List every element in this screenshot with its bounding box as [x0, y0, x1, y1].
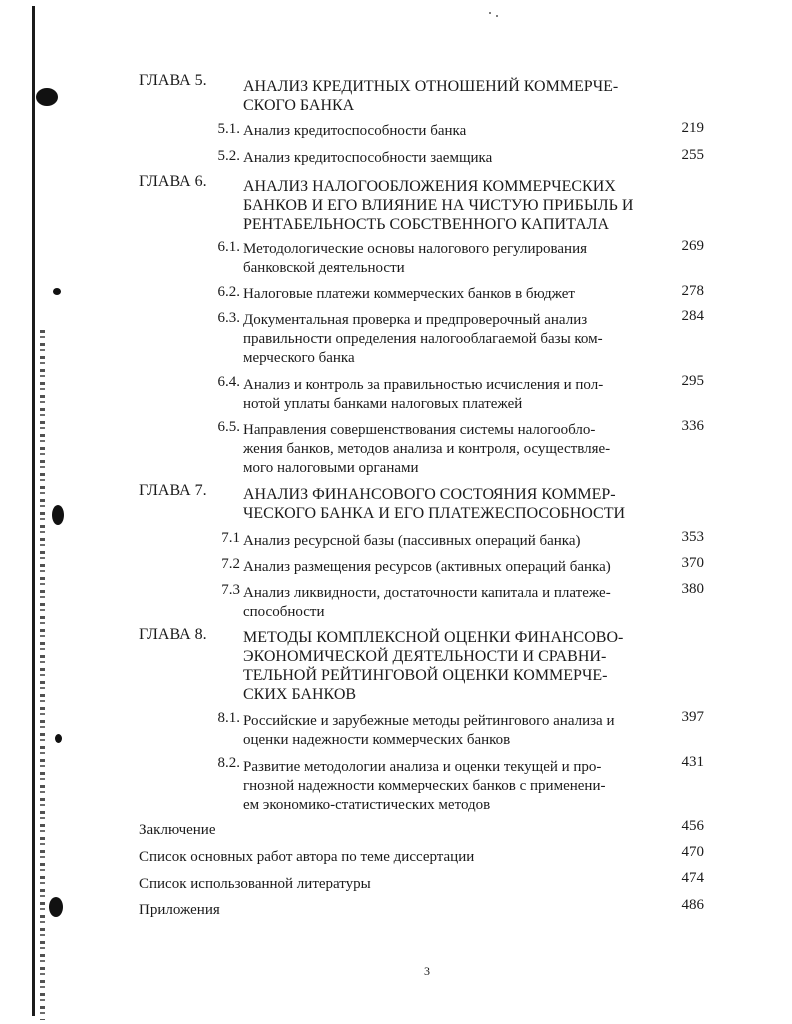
section-title: Анализ и контроль за правильностью исчисления и пол- нотой уплаты банками налоговых платежей — [243, 377, 604, 412]
section-title: Анализ размещения ресурсов (активных операций банка) — [243, 559, 611, 575]
section-title: Налоговые платежи коммерческих банков в бюджет — [243, 286, 575, 302]
section-number: 7.3 — [221, 582, 240, 598]
page-number: 456 — [681, 818, 704, 834]
section-number: 7.2 — [221, 556, 240, 572]
chapter-label: ГЛАВА 8. — [139, 626, 207, 643]
page-number: 431 — [681, 754, 704, 770]
section-number: 5.2. — [217, 148, 240, 164]
tail-entry-title: Заключение — [139, 822, 216, 838]
page-number: 336 — [681, 418, 704, 434]
chapter-title: АНАЛИЗ КРЕДИТНЫХ ОТНОШЕНИЙ КОММЕРЧЕ- СКОГО БАНКА — [243, 78, 619, 114]
page-number: 380 — [681, 581, 704, 597]
page-number: 219 — [681, 120, 704, 136]
section-title: Направления совершенствования системы налогообло- жения банков, методов анализа и контроля, осуществляе- мого налоговыми органами — [243, 422, 611, 476]
chapter-label: ГЛАВА 6. — [139, 173, 207, 190]
chapter-title: АНАЛИЗ ФИНАНСОВОГО СОСТОЯНИЯ КОММЕР- ЧЕСКОГО БАНКА И ЕГО ПЛАТЕЖЕСПОСОБНОСТИ — [243, 486, 626, 522]
page-number: 278 — [681, 283, 704, 299]
section-number: 6.5. — [217, 419, 240, 435]
chapter-label: ГЛАВА 7. — [139, 482, 207, 499]
section-title: Методологические основы налогового регулирования банковской деятельности — [243, 241, 587, 276]
page-number: 486 — [681, 897, 704, 913]
page-number: 370 — [681, 555, 704, 571]
section-number: 8.2. — [217, 755, 240, 771]
section-title: Развитие методологии анализа и оценки текущей и про- гнозной надежности коммерческих банков с применени- ем экономико-статистических методов — [243, 759, 606, 813]
section-number: 6.2. — [217, 284, 240, 300]
chapter-title: МЕТОДЫ КОМПЛЕКСНОЙ ОЦЕНКИ ФИНАНСОВО- ЭКОНОМИЧЕСКОЙ ДЕЯТЕЛЬНОСТИ И СРАВНИ- ТЕЛЬНОЙ РЕЙТИНГОВОЙ ОЦЕНКИ КОММЕРЧЕ- СКИХ БАНКОВ — [243, 629, 624, 703]
section-number: 6.4. — [217, 374, 240, 390]
section-number: 5.1. — [217, 121, 240, 137]
section-number: 7.1 — [221, 530, 240, 546]
page-number: 269 — [681, 238, 704, 254]
chapter-title: АНАЛИЗ НАЛОГООБЛОЖЕНИЯ КОММЕРЧЕСКИХ БАНКОВ И ЕГО ВЛИЯНИЕ НА ЧИСТУЮ ПРИБЫЛЬ И РЕНТАБЕЛЬНОСТЬ СОБСТВЕННОГО КАПИТАЛА — [243, 178, 634, 233]
section-number: 6.1. — [217, 239, 240, 255]
page-number: 284 — [681, 308, 704, 324]
section-title: Российские и зарубежные методы рейтингового анализа и оценки надежности коммерческих банков — [243, 713, 615, 748]
page-number: 295 — [681, 373, 704, 389]
page-number: 353 — [681, 529, 704, 545]
section-title: Анализ кредитоспособности заемщика — [243, 150, 493, 166]
chapter-label: ГЛАВА 5. — [139, 72, 207, 89]
section-title: Анализ ликвидности, достаточности капитала и платеже- способности — [243, 585, 611, 620]
page-number: 470 — [681, 844, 704, 860]
tail-entry-title: Приложения — [139, 902, 220, 918]
section-number: 6.3. — [217, 310, 240, 326]
page-number: 474 — [681, 870, 704, 886]
section-title: Документальная проверка и предпроверочный анализ правильности определения налогооблагаемой базы ком- мерческого банка — [243, 312, 603, 366]
tail-entry-title: Список основных работ автора по теме диссертации — [139, 849, 475, 865]
tail-entry-title: Список использованной литературы — [139, 876, 371, 892]
section-number: 8.1. — [217, 710, 240, 726]
section-title: Анализ кредитоспособности банка — [243, 123, 467, 139]
page-number: 397 — [681, 709, 704, 725]
page-folio: 3 — [424, 964, 430, 978]
section-title: Анализ ресурсной базы (пассивных операций банка) — [243, 533, 581, 549]
page-number: 255 — [681, 147, 704, 163]
